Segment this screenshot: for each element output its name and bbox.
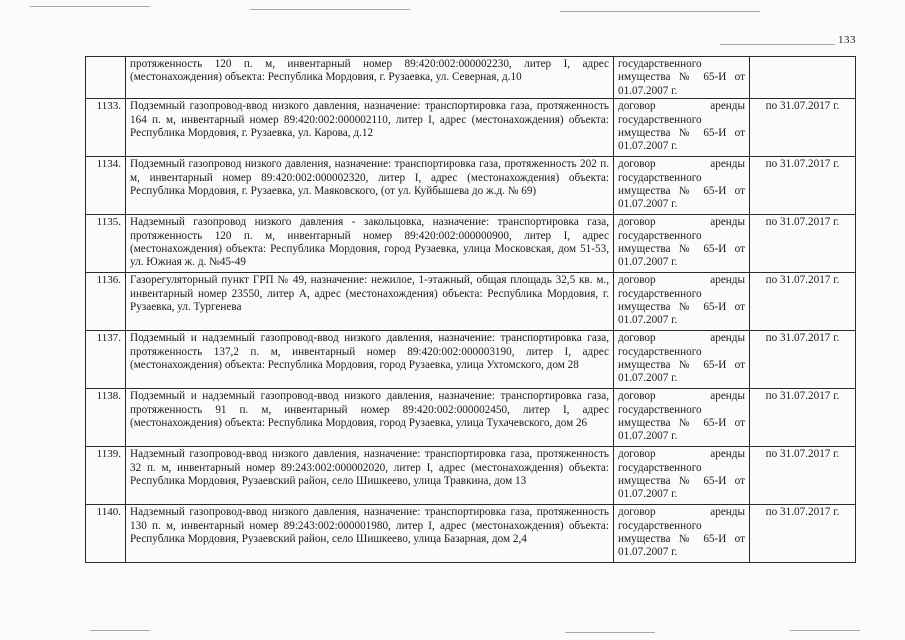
table-row bbox=[86, 57, 856, 99]
lease-basis: договор аренды государственного имущества № 65-И от 01.07.2007 г. bbox=[614, 157, 750, 215]
lease-term bbox=[750, 57, 856, 99]
object-description: Надземный газопровод низкого давления - закольцовка, назначение: транспортировка газа, протяженность 120 п. м, инвентарный номер 89:420:002:000000900, литер I, адрес (местонахождения) объекта: Республика Мордовия, город Рузаевка, улица Московская, дом 51-53, ул. Южная ж. д. №45-49 bbox=[126, 215, 614, 273]
scan-streak-bottom-2 bbox=[565, 632, 655, 633]
row-number: 1135. bbox=[86, 215, 126, 273]
property-registry-table bbox=[85, 56, 856, 563]
table-row bbox=[86, 389, 856, 447]
lease-basis: государственного имущества № 65-И от 01.07.2007 г. bbox=[614, 57, 750, 99]
object-description: Газорегуляторный пункт ГРП № 49, назначение: нежилое, 1-этажный, общая площадь 32,5 кв. м., инвентарный номер 23550, литер А, адрес (местонахождения) объекта: Республика Мордовия, г. Рузаевка, ул. Тургенева bbox=[126, 273, 614, 331]
row-number: 1139. bbox=[86, 447, 126, 505]
scan-streak-bottom-3 bbox=[790, 630, 860, 631]
lease-basis: договор аренды государственного имущества № 65-И от 01.07.2007 г. bbox=[614, 215, 750, 273]
row-number bbox=[86, 57, 126, 99]
row-number: 1136. bbox=[86, 273, 126, 331]
table-row bbox=[86, 505, 856, 563]
row-number: 1137. bbox=[86, 331, 126, 389]
lease-term: по 31.07.2017 г. bbox=[750, 99, 856, 157]
object-description: Подземный и надземный газопровод-ввод низкого давления, назначение: транспортировка газа, протяженность 91 п. м, инвентарный номер 89:420:002:000002450, литер I, адрес (местонахождения) объекта: Республика Мордовия, город Рузаевка, улица Тухачевского, дом 26 bbox=[126, 389, 614, 447]
lease-term: по 31.07.2017 г. bbox=[750, 447, 856, 505]
lease-term: по 31.07.2017 г. bbox=[750, 389, 856, 447]
scan-streak-bottom-1 bbox=[90, 630, 150, 631]
object-description: Подземный и надземный газопровод-ввод низкого давления, назначение: транспортировка газа, протяженность 137,2 п. м, инвентарный номер 89:420:002:000003190, литер I, адрес (местонахождения) объекта: Республика Мордовия, город Рузаевка, улица Ухтомского, дом 28 bbox=[126, 331, 614, 389]
scan-streak-top-1 bbox=[30, 6, 150, 7]
row-number: 1133. bbox=[86, 99, 126, 157]
scan-streak-top-2 bbox=[250, 9, 410, 10]
object-description: Подземный газопровод-ввод низкого давления, назначение: транспортировка газа, протяженность 164 п. м, инвентарный номер 89:420:002:000002110, литер I, адрес (местонахождения) объекта: Республика Мордовия, г. Рузаевка, ул. Карова, д.12 bbox=[126, 99, 614, 157]
table-row bbox=[86, 447, 856, 505]
row-number: 1138. bbox=[86, 389, 126, 447]
row-number: 1140. bbox=[86, 505, 126, 563]
lease-term: по 31.07.2017 г. bbox=[750, 157, 856, 215]
object-description: Надземный газопровод-ввод низкого давления, назначение: транспортировка газа, протяженность 32 п. м, инвентарный номер 89:243:002:000002020, литер I, адрес (местонахождения) объекта: Республика Мордовия, Рузаевский район, село Шишкеево, улица Травкина, дом 13 bbox=[126, 447, 614, 505]
lease-term: по 31.07.2017 г. bbox=[750, 505, 856, 563]
table-row bbox=[86, 157, 856, 215]
lease-term: по 31.07.2017 г. bbox=[750, 215, 856, 273]
lease-basis: договор аренды государственного имущества № 65-И от 01.07.2007 г. bbox=[614, 389, 750, 447]
row-number: 1134. bbox=[86, 157, 126, 215]
scan-streak-top-4 bbox=[720, 44, 835, 45]
table-row bbox=[86, 273, 856, 331]
table-row bbox=[86, 215, 856, 273]
page-number: 133 bbox=[838, 34, 856, 46]
table-row bbox=[86, 99, 856, 157]
lease-basis: договор аренды государственного имущества № 65-И от 01.07.2007 г. bbox=[614, 447, 750, 505]
scan-streak-top-3 bbox=[560, 11, 760, 12]
lease-term: по 31.07.2017 г. bbox=[750, 273, 856, 331]
lease-term: по 31.07.2017 г. bbox=[750, 331, 856, 389]
object-description: протяженность 120 п. м, инвентарный номер 89:420:002:000002230, литер I, адрес (местонахождения) объекта: Республика Мордовия, г. Рузаевка, ул. Северная, д.10 bbox=[126, 57, 614, 99]
lease-basis: договор аренды государственного имущества № 65-И от 01.07.2007 г. bbox=[614, 505, 750, 563]
lease-basis: договор аренды государственного имущества № 65-И от 01.07.2007 г. bbox=[614, 99, 750, 157]
object-description: Надземный газопровод-ввод низкого давления, назначение: транспортировка газа, протяженность 130 п. м, инвентарный номер 89:243:002:000001980, литер I, адрес (местонахождения) объекта: Республика Мордовия, Рузаевский район, село Шишкеево, улица Базарная, дом 2,4 bbox=[126, 505, 614, 563]
table-row bbox=[86, 331, 856, 389]
object-description: Подземный газопровод низкого давления, назначение: транспортировка газа, протяженность 202 п. м, инвентарный номер 89:420:002:000002320, литер I, адрес (местонахождения) объекта: Республика Мордовия, г. Рузаевка, ул. Маяковского, (от ул. Куйбышева до ж.д. № 69) bbox=[126, 157, 614, 215]
lease-basis: договор аренды государственного имущества № 65-И от 01.07.2007 г. bbox=[614, 331, 750, 389]
lease-basis: договор аренды государственного имущества № 65-И от 01.07.2007 г. bbox=[614, 273, 750, 331]
